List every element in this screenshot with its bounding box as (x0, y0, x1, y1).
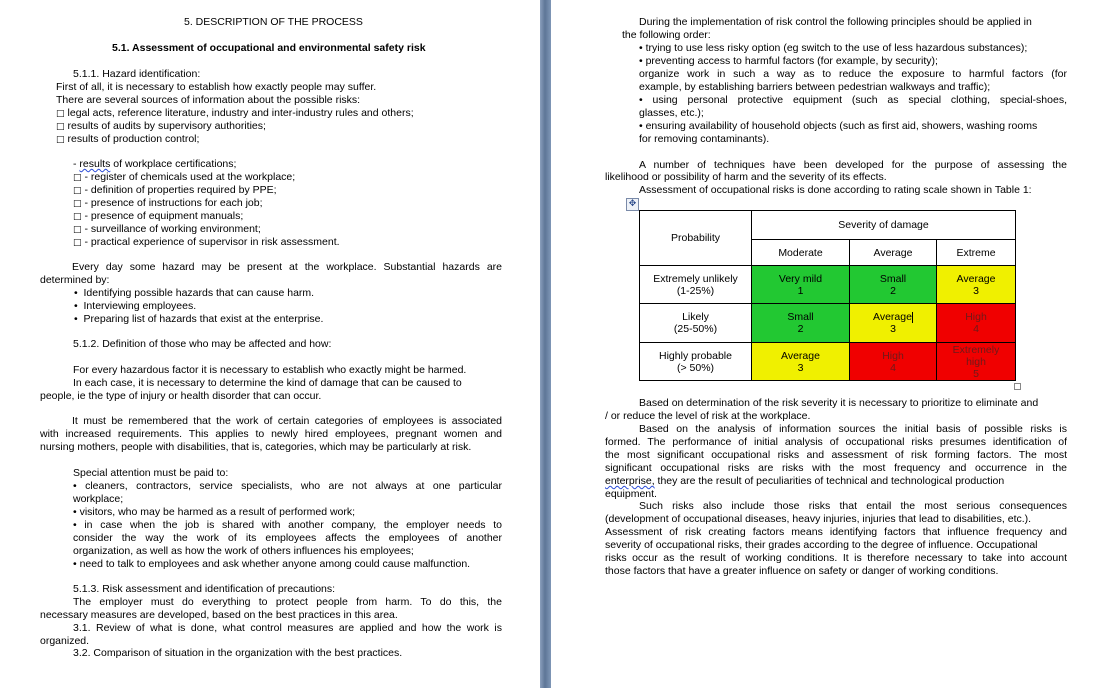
row-label: Extremely unlikely (1-25%) (640, 266, 752, 304)
risk-cell: Average 3 (937, 266, 1016, 304)
hazard-heading: 5.1.1. Hazard identification: (73, 68, 201, 80)
every-factor-paragraph: people, ie the type of injury or health disorder that can occur. (40, 390, 322, 402)
risk-assessment-heading: 5.1.3. Risk assessment and identification of precautions: (73, 583, 336, 595)
determined-by-item: • Identifying possible hazards that can cause harm. (74, 287, 315, 299)
determined-by-item: • Interviewing employees. (74, 300, 197, 312)
square-bullet-icon: □ (73, 212, 82, 222)
principle-item: • trying to use less risky option (eg switch to the use of less hazardous substances); (639, 42, 1028, 54)
spellcheck-word: enterprise, (605, 475, 655, 487)
determined-by-item: • Preparing list of hazards that exist at the enterprise. (74, 313, 324, 325)
principle-item: • using personal protective equipment (such as special clothing, special-shoes, (639, 94, 1067, 106)
section-title: 5. DESCRIPTION OF THE PROCESS (184, 16, 363, 28)
review-paragraph: 3.1. Review of what is done, what control measures are applied and how the work is (73, 622, 502, 634)
remember-paragraph: with increased requirements. This applies to newly hired employees, pregnant women and (40, 428, 502, 440)
risk-cell: Small 2 (850, 266, 937, 304)
table-row (640, 343, 1016, 381)
table-move-handle-icon[interactable]: ✥ (626, 198, 639, 211)
hazard-paragraph-2: There are several sources of information about the possible risks: (56, 94, 361, 106)
risk-cell: High 4 (850, 343, 937, 381)
special-item: • in case when the job is shared with another company, the employer needs to (73, 519, 502, 531)
row-label: Likely (25-50%) (640, 304, 752, 343)
special-item: • visitors, who may be harmed as a result of performed work; (73, 506, 356, 518)
implementation-paragraph: During the implementation of risk control the following principles should be applied in (639, 16, 1032, 28)
principle-item: for removing contaminants). (639, 133, 770, 145)
square-bullet-icon: □ (73, 225, 82, 235)
square-bullet-icon: □ (56, 109, 65, 119)
square-bullet-icon: □ (73, 199, 82, 209)
principle-item: • ensuring availability of household objects (such as first aid, showers, washing rooms (639, 120, 1038, 132)
risk-rating-table (639, 210, 1016, 381)
special-item: organization, as well as how the work of others influences his employees; (73, 545, 414, 557)
cert-item: □ - practical experience of supervisor in risk assessment. (73, 236, 340, 248)
based-analysis-paragraph: formed. The performance of initial analysis of occupational risks presumes identification of (605, 436, 1067, 448)
row-label: Highly probable (> 50%) (640, 343, 752, 381)
square-bullet-icon: □ (73, 238, 82, 248)
severity-header: Severity of damage (752, 211, 1016, 240)
subsection-title: 5.1. Assessment of occupational and environmental safety risk (112, 42, 426, 54)
special-item: workplace; (73, 493, 124, 505)
every-day-paragraph: Every day some hazard may be present at the workplace. Substantial hazards are (72, 261, 502, 273)
cert-item: □ - presence of equipment manuals; (73, 210, 244, 222)
cert-item: - results of workplace certifications; (73, 158, 237, 170)
comparison-paragraph: 3.2. Comparison of situation in the organization with the best practices. (73, 647, 403, 659)
risk-cell: Extremely high 5 (937, 343, 1016, 381)
spellcheck-word: results (79, 158, 111, 170)
column-header-moderate: Moderate (752, 240, 850, 266)
employer-paragraph: necessary measures are developed, based on the best practices in this area. (40, 609, 398, 621)
risk-cell[interactable]: Average 3 (850, 304, 937, 343)
risk-cell: Small 2 (752, 304, 850, 343)
square-bullet-icon: □ (73, 186, 82, 196)
techniques-paragraph: A number of techniques have been developed for the purpose of assessing the (639, 159, 1067, 171)
every-factor-paragraph: In each case, it is necessary to determine the kind of damage that can be caused to (73, 377, 462, 389)
such-risks-paragraph: risks occur as the result of working conditions. It is therefore necessary to take into account (605, 552, 1067, 564)
source-item: □ results of audits by supervisory authorities; (56, 120, 266, 132)
such-risks-paragraph: Assessment of risk creating factors means identifying factors that influence frequency and (605, 526, 1067, 538)
principle-item: glasses, etc.); (639, 107, 704, 119)
employer-paragraph: The employer must do everything to protect people from harm. To do this, the (73, 596, 502, 608)
remember-paragraph: nursing mothers, people with disabilities, that is, categories, which may be particularly at risk. (40, 441, 472, 453)
based-analysis-paragraph: the most significant occupational risks and assessment of risk forming factors. The most (605, 449, 1067, 461)
principle-item: example, by establishing barriers between pedestrian walkways and traffic); (639, 81, 991, 93)
cert-item: □ - surveillance of working environment; (73, 223, 261, 235)
based-determination-paragraph: / or reduce the level of risk at the workplace. (605, 410, 811, 422)
review-paragraph: organized. (40, 635, 90, 647)
based-analysis-paragraph: significant occupational risks are risks with the most frequency and occurrence in the (605, 462, 1067, 474)
special-item: • need to talk to employees and ask whether anyone among could cause malfunction. (73, 558, 471, 570)
risk-cell: Average 3 (752, 343, 850, 381)
every-day-paragraph: determined by: (40, 274, 110, 286)
column-header-average: Average (850, 240, 937, 266)
such-risks-paragraph: those factors that have a greater influence on safety or danger of working conditions. (605, 565, 999, 577)
such-risks-paragraph: Such risks also include those risks that entail the most serious consequences (639, 500, 1067, 512)
probability-header: Probability (640, 211, 752, 266)
such-risks-paragraph: severity of occupational risks, their grades according to the degree of influence. Occupational (605, 539, 1038, 551)
column-header-extreme: Extreme (937, 240, 1016, 266)
square-bullet-icon: □ (56, 135, 65, 145)
square-bullet-icon: □ (73, 173, 82, 183)
special-item: • cleaners, contractors, service specialists, who are not always at one particular (73, 480, 502, 492)
principle-item: organize work in such a way as to reduce the exposure to harmful factors (for (639, 68, 1067, 80)
cert-item: □ - definition of properties required by PPE; (73, 184, 277, 196)
based-determination-paragraph: Based on determination of the risk severity it is necessary to prioritize to eliminate and (639, 397, 1039, 409)
implementation-paragraph: the following order: (622, 29, 711, 41)
based-analysis-paragraph: Based on the analysis of information sources the initial basis of possible risks is (639, 423, 1067, 435)
source-item: □ results of production control; (56, 133, 200, 145)
risk-cell: Very mild 1 (752, 266, 850, 304)
techniques-paragraph: likelihood or possibility of harm and the severity of its effects. (605, 171, 887, 183)
cert-item: □ - presence of instructions for each job; (73, 197, 263, 209)
special-item: consider the way the work of its employees affects the employees of another (73, 532, 502, 544)
such-risks-paragraph: (development of occupational diseases, heavy injuries, injuries that lead to disabilities, etc.). (605, 513, 1032, 525)
remember-paragraph: It must be remembered that the work of certain categories of employees is associated (72, 415, 502, 427)
cert-item: □ - register of chemicals used at the workplace; (73, 171, 296, 183)
square-bullet-icon: □ (56, 122, 65, 132)
source-item: □ legal acts, reference literature, industry and inter-industry rules and others; (56, 107, 414, 119)
every-factor-paragraph: For every hazardous factor it is necessary to establish who exactly might be harmed. (73, 364, 467, 376)
based-analysis-paragraph: enterprise, they are the result of peculiarities of technical and technological production (605, 475, 1005, 487)
table-row (640, 266, 1016, 304)
definition-heading: 5.1.2. Definition of those who may be affected and how: (73, 338, 332, 350)
hazard-paragraph-1: First of all, it is necessary to establish how exactly people may suffer. (56, 81, 377, 93)
page-divider (540, 0, 551, 688)
assessment-line: Assessment of occupational risks is done according to rating scale shown in Table 1: (639, 184, 1032, 196)
table-row (640, 304, 1016, 343)
based-analysis-paragraph: equipment. (605, 488, 657, 500)
risk-cell: High 4 (937, 304, 1016, 343)
table-resize-handle[interactable] (1014, 383, 1021, 390)
special-attention-heading: Special attention must be paid to: (73, 467, 229, 479)
text-caret (912, 312, 913, 323)
principle-item: • preventing access to harmful factors (for example, by security); (639, 55, 938, 67)
